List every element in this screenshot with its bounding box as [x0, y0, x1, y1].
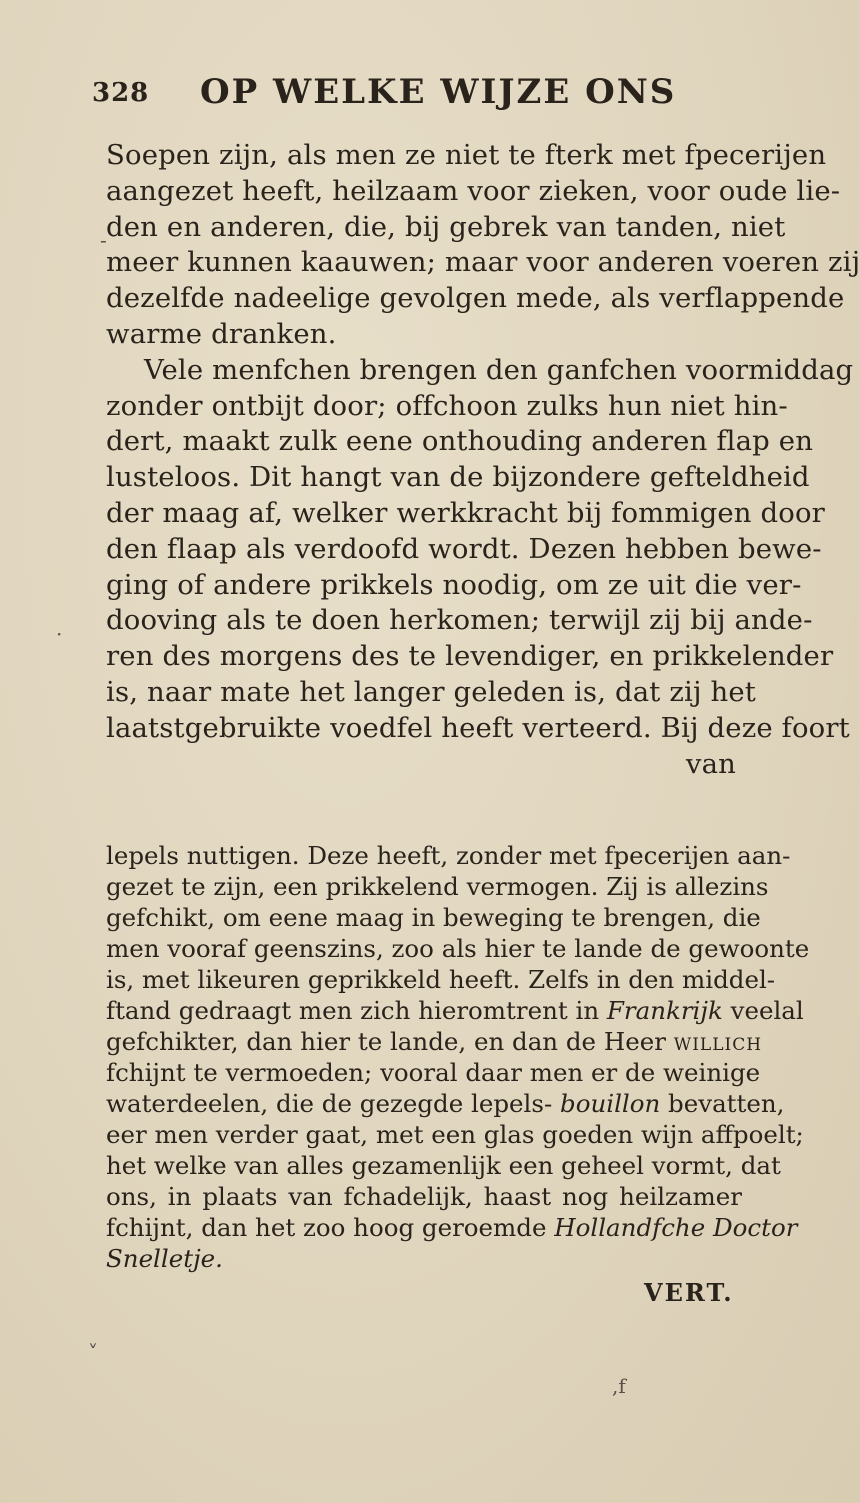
text-line: dert, maakt zulk eene onthouding anderen flap en [106, 425, 814, 458]
page-header [92, 72, 752, 116]
italic-term: Snelletje. [106, 1244, 223, 1273]
text-line: ren des morgens des te levendiger, en prikkelender [106, 640, 834, 673]
text-line: ons, in plaats van fchadelijk, haast nog heilzamer [106, 1182, 742, 1211]
text-line: warme dranken. [106, 317, 337, 350]
text-line: lepels nuttigen. Deze heeft, zonder met fpecerijen aan- [106, 841, 791, 870]
text-line: ging of andere prikkels noodig, om ze uit die ver- [106, 568, 802, 601]
text-line: der maag af, welker werkkracht bij fommigen door [106, 496, 825, 529]
text-segment: bevatten, [660, 1089, 785, 1118]
text-line: meer kunnen kaauwen; maar voor anderen voeren zij [106, 246, 860, 279]
text-line: dezelfde nadeelige gevolgen mede, als verflappende [106, 282, 845, 315]
text-line: gefchikt, om eene maag in beweging te brengen, die [106, 903, 761, 932]
tail-word: van [685, 747, 736, 780]
text-segment: waterdeelen, die de gezegde lepels- [106, 1089, 561, 1118]
paragraph-lepels [106, 840, 810, 1274]
text-line: den flaap als verdoofd wordt. Dezen hebben bewe- [106, 532, 822, 565]
margin-mark-icon: ˅ [88, 1340, 98, 1364]
text-segment: veelal [722, 996, 804, 1025]
text-line: den en anderen, die, bij gebrek van tanden, niet [106, 210, 786, 243]
text-line [106, 1212, 798, 1243]
text-line: het welke van alles gezamenlijk een geheel vormt, dat [106, 1151, 781, 1180]
text-line [106, 1026, 763, 1057]
text-line [106, 1088, 785, 1119]
text-line: men vooraf geenszins, zoo als hier te lande de gewoonte [106, 934, 810, 963]
text-line: eer men verder gaat, met een glas goeden wijn affpoelt; [106, 1120, 804, 1149]
text-line: Soepen zijn, als men ze niet te fterk met fpecerijen [106, 139, 827, 171]
paragraph-soepen [106, 138, 860, 782]
running-head: OP WELKE WIJZE ONS [200, 72, 677, 112]
text-segment: gefchikter, dan hier te lande, en dan de Heer [106, 1027, 674, 1056]
text-line: zonder ontbijt door; offchoon zulks hun niet hin- [106, 389, 788, 422]
text-line: gezet te zijn, een prikkelend vermogen. Zij is allezins [106, 872, 769, 901]
text-line: fchijnt te vermoeden; vooral daar men er de weinige [106, 1058, 761, 1087]
text-line: dooving als te doen herkomen; terwijl zij bij ande- [106, 604, 813, 637]
text-line: aangezet heeft, heilzaam voor zieken, voor oude lie- [106, 174, 841, 207]
text-segment: ftand gedraagt men zich hieromtrent in [106, 996, 607, 1025]
margin-mark-icon: - [100, 228, 107, 252]
text-line: laatstgebruikte voedfel heeft verteerd. Bij deze foort [106, 711, 850, 744]
text-line [106, 995, 804, 1026]
text-line: is, naar mate het langer geleden is, dat zij het [106, 675, 757, 708]
text-line: Vele menfchen brengen den ganfchen voormiddag [144, 353, 854, 386]
smallcaps-name: willich [673, 1027, 763, 1056]
italic-term: Hollandfche Doctor [554, 1213, 798, 1242]
italic-term: bouillon [560, 1089, 661, 1118]
page-number: 328 [92, 78, 150, 108]
margin-mark-icon: · [56, 622, 63, 646]
margin-mark-icon: ,f [612, 1374, 626, 1398]
text-line [106, 1243, 742, 1274]
text-line: lusteloos. Dit hangt van de bijzondere gefteldheid [106, 461, 810, 494]
catchword: VERT. [644, 1278, 734, 1307]
text-line: is, met likeuren geprikkeld heeft. Zelfs in den middel- [106, 965, 776, 994]
italic-place-name: Frankrijk [606, 996, 723, 1025]
text-segment: fchijnt, dan het zoo hoog geroemde [106, 1213, 555, 1242]
